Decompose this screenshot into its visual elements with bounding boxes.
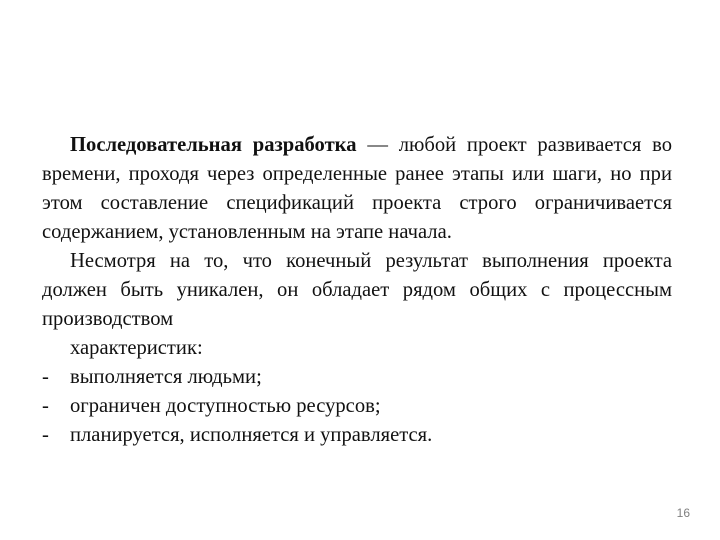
list-item <box>42 392 672 421</box>
characteristics-paragraph: Несмотря на то, что конечный результат выполнения проекта должен быть уникален, он обладает рядом общих с процессным производством <box>42 250 672 330</box>
definition-paragraph <box>42 131 672 247</box>
dash-marker: - <box>42 395 49 417</box>
list-intro: характеристик: <box>70 337 203 359</box>
list-item <box>42 363 672 392</box>
page-number: 16 <box>676 506 690 520</box>
list-item-text: выполняется людьми; <box>70 366 262 388</box>
list-item-text: ограничен доступностью ресурсов; <box>70 395 381 417</box>
list-item-text: планируется, исполняется и управляется. <box>70 424 433 446</box>
definition-text: — любой проект развивается во времени, проходя через определенные ранее этапы или шаги, но при этом составление спецификаций проекта строго ограничивается содержанием, установленным на этапе начала. <box>42 134 672 243</box>
slide-body <box>42 131 672 450</box>
dash-marker: - <box>42 424 49 446</box>
characteristics-list <box>42 363 672 450</box>
list-item <box>42 421 672 450</box>
dash-marker: - <box>42 366 49 388</box>
term-bold: Последовательная разработка <box>70 134 357 156</box>
